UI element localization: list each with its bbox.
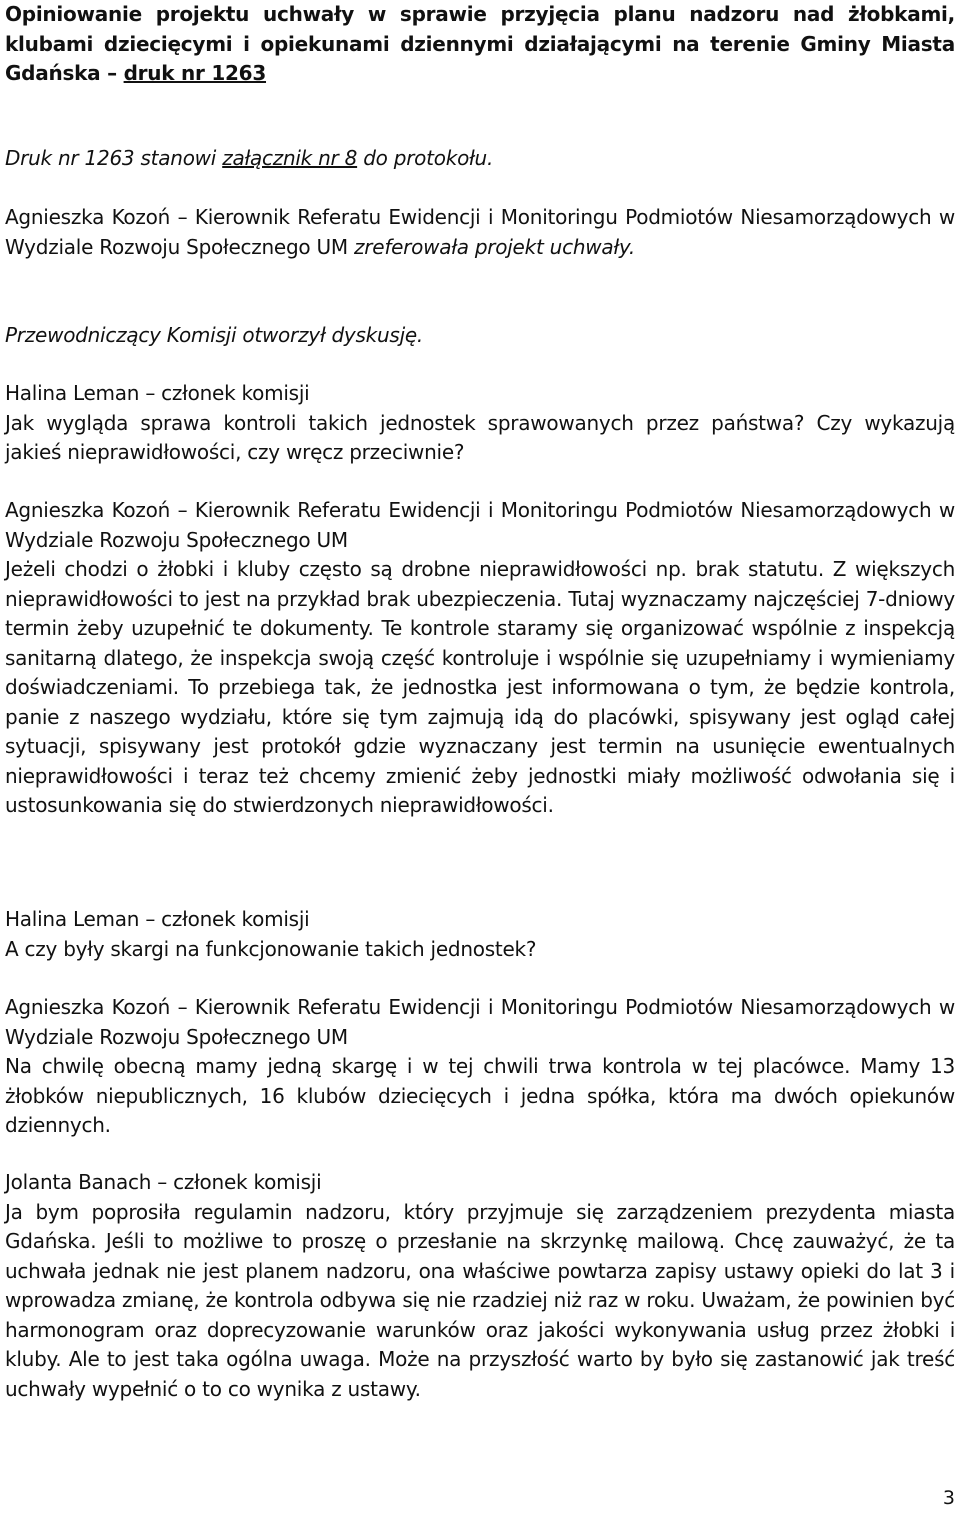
attachment-note-suffix: do protokołu. [357, 146, 494, 170]
speaker-name: Halina Leman – członek komisji [5, 381, 310, 405]
speaker-name: Halina Leman – członek komisji [5, 907, 310, 931]
attachment-note [5, 144, 955, 174]
attachment-note-text: Druk nr 1263 stanowi [5, 146, 223, 170]
statement-block [5, 379, 955, 468]
page-number: 3 [942, 1487, 955, 1509]
heading-druk-link[interactable]: druk nr 1263 [123, 61, 267, 85]
section-heading [5, 0, 955, 89]
statement-block [5, 993, 955, 1141]
speaker-name: Agnieszka Kozoń – Kierownik Referatu Ewidencji i Monitoringu Podmiotów Niesamorządowych w Wydziale Rozwoju Społecznego UM [5, 995, 955, 1049]
heading-text: Opiniowanie projektu uchwały w sprawie przyjęcia planu nadzoru nad żłobkami, klubami dziecięcymi i opiekunami dziennymi działającymi na terenie Gminy Miasta Gdańska – [5, 2, 955, 85]
statement-text: A czy były skargi na funkcjonowanie takich jednostek? [5, 936, 537, 961]
statement-text: Ja bym poprosiła regulamin nadzoru, który przyjmuje się zarządzeniem prezydenta miasta Gdańska. Jeśli to możliwe to proszę o przesłanie na skrzynkę mailową. Chcę zauważyć, że ta uchwała jednak nie jest planem nadzoru, ona właściwe powtarza zapisy ustawy opieki do lat 3 i wprowadza zmianę, że kontrola odbywa się nie rzadziej niż raz w roku. Uważam, że powinien być harmonogram oraz doprecyzowanie warunków oraz jakości wykonywania usług przez żłobki i kluby. Ale to jest taka ogólna uwaga. Może na przyszłość warto by było się zastanowić jak treść uchwały wypełnić o to co wynika z ustawy. [5, 1199, 955, 1401]
speaker-name: Jolanta Banach – członek komisji [5, 1170, 322, 1194]
statement-block [5, 496, 955, 821]
presentation-text: zreferowała projekt uchwały. [347, 234, 635, 259]
statement-text: Na chwilę obecną mamy jedną skargę i w tej chwili trwa kontrola w tej placówce. Mamy 13 żłobków niepublicznych, 16 klubów dziecięcych i jedna spółka, która ma dwóch opiekunów dziennych. [5, 1054, 955, 1137]
statement-block [5, 905, 955, 964]
statement-block [5, 1168, 955, 1404]
discussion-open: Przewodniczący Komisji otworzył dyskusję. [5, 323, 424, 347]
attachment-link[interactable]: załącznik nr 8 [222, 146, 358, 170]
presentation-speaker: Agnieszka Kozoń – Kierownik Referatu Ewidencji i Monitoringu Podmiotów Niesamorządowych w Wydziale Rozwoju Społecznego UM [5, 205, 955, 259]
statement-text: Jeżeli chodzi o żłobki i kluby często są drobne nieprawidłowości np. brak statutu. Z większych nieprawidłowości to jest na przykład brak ubezpieczenia. Tutaj wyznaczamy najczęściej 7-dniowy termin żeby uzupełnić te dokumenty. Te kontrole staramy się organizować wspólnie z inspekcją sanitarną dlatego, że inspekcja swoją część kontroluje i wspólnie się uzupełniamy i wymieniamy doświadczeniami. To przebiega tak, że jednostka jest informowana o tym, że będzie kontrola, panie z naszego wydziału, które się tym zajmują idą do placówki, spisywany jest ogląd całej sytuacji, spisywany jest protokół gdzie wyznaczany jest termin na usunięcie ewentualnych nieprawidłowości i teraz też chcemy zmienić żeby jednostki miały możliwość odwołania się i ustosunkowania się do stwierdzonych nieprawidłowości. [5, 557, 955, 817]
statement-text: Jak wygląda sprawa kontroli takich jednostek sprawowanych przez państwa? Czy wykazują jakieś nieprawidłowości, czy wręcz przeciwnie? [5, 410, 955, 464]
presentation-paragraph [5, 203, 955, 262]
speaker-name: Agnieszka Kozoń – Kierownik Referatu Ewidencji i Monitoringu Podmiotów Niesamorządowych w Wydziale Rozwoju Społecznego UM [5, 498, 955, 552]
